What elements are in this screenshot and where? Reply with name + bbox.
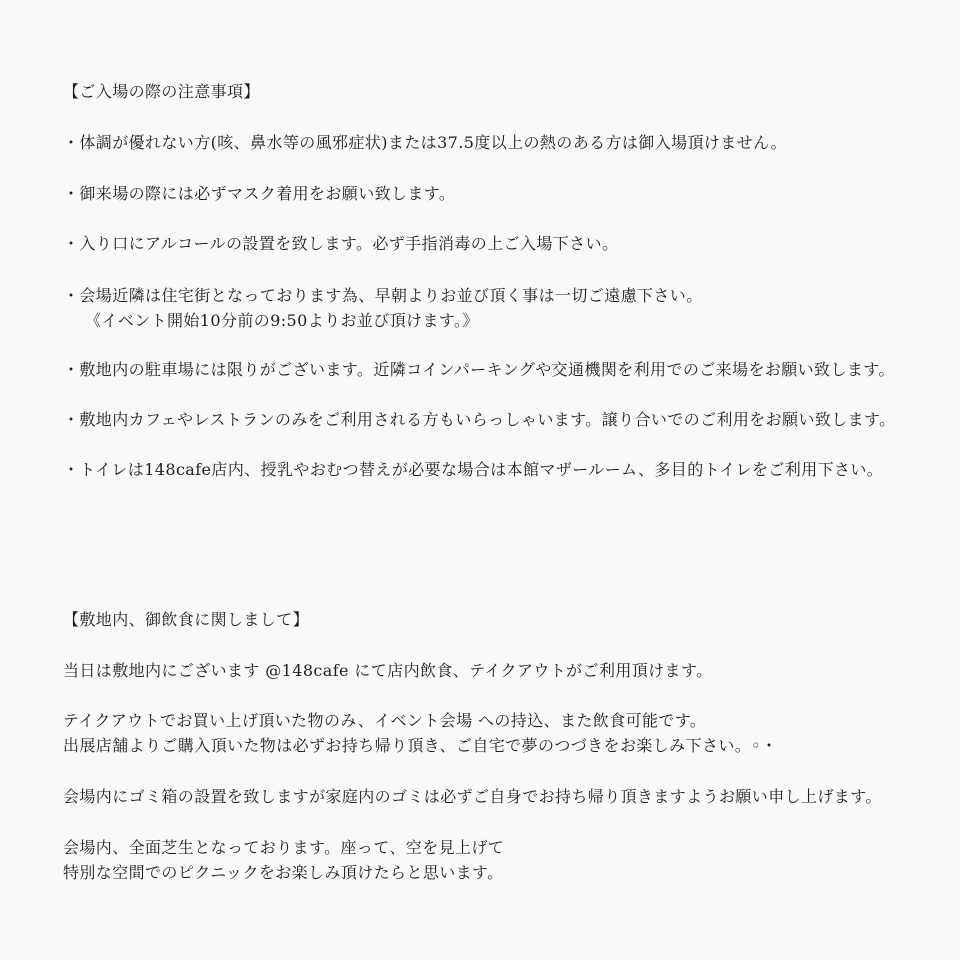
paragraph-line: 出展店舗よりご購入頂いた物は必ずお持ち帰り頂き、ご自宅で夢のつづきをお楽しみ下さい。◦・ <box>63 736 778 755</box>
notice-item-note: 《イベント開始10分前の9:50よりお並び頂けます。》 <box>85 311 479 330</box>
paragraph-line: 当日は敷地内にございます @148cafe にて店内飲食、テイクアウトがご利用頂けます。 <box>63 661 713 680</box>
paragraph-line: テイクアウトでお買い上げ頂いた物のみ、イベント会場 への持込、また飲食可能です。 <box>63 711 707 730</box>
paragraph-line: 会場内、全面芝生となっております。座って、空を見上げて <box>63 838 505 857</box>
notice-item: ・敷地内カフェやレストランのみをご利用される方もいらっしゃいます。譲り合いでのご利用をお願い致します。 <box>63 410 896 429</box>
section-heading: 【ご入場の際の注意事項】 <box>63 82 260 101</box>
notice-item: ・御来場の際には必ずマスク着用をお願い致します。 <box>63 184 456 203</box>
paragraph-line: 特別な空間でのピクニックをお楽しみ頂けたらと思います。 <box>63 863 504 882</box>
notice-item: ・トイレは148cafe店内、授乳やおむつ替えが必要な場合は本館マザールーム、多目的トイレをご利用下さい。 <box>63 460 884 479</box>
notice-item: ・入り口にアルコールの設置を致します。必ず手指消毒の上ご入場下さい。 <box>63 234 619 253</box>
notice-item: ・敷地内の駐車場には限りがございます。近隣コインパーキングや交通機関を利用でのご来場をお願い致します。 <box>63 360 895 379</box>
notice-item: ・会場近隣は住宅街となっております為、早朝よりお並び頂く事は一切ご遠慮下さい。 <box>63 286 703 305</box>
section-heading: 【敷地内、御飲食に関しまして】 <box>63 610 310 629</box>
notice-item: ・体調が優れない方(咳、鼻水等の風邪症状)または37.5度以上の熱のある方は御入場頂けません。 <box>63 133 787 152</box>
paragraph-line: 会場内にゴミ箱の設置を致しますが家庭内のゴミは必ずご自身でお持ち帰り頂きますようお願い申し上げます。 <box>63 787 882 806</box>
